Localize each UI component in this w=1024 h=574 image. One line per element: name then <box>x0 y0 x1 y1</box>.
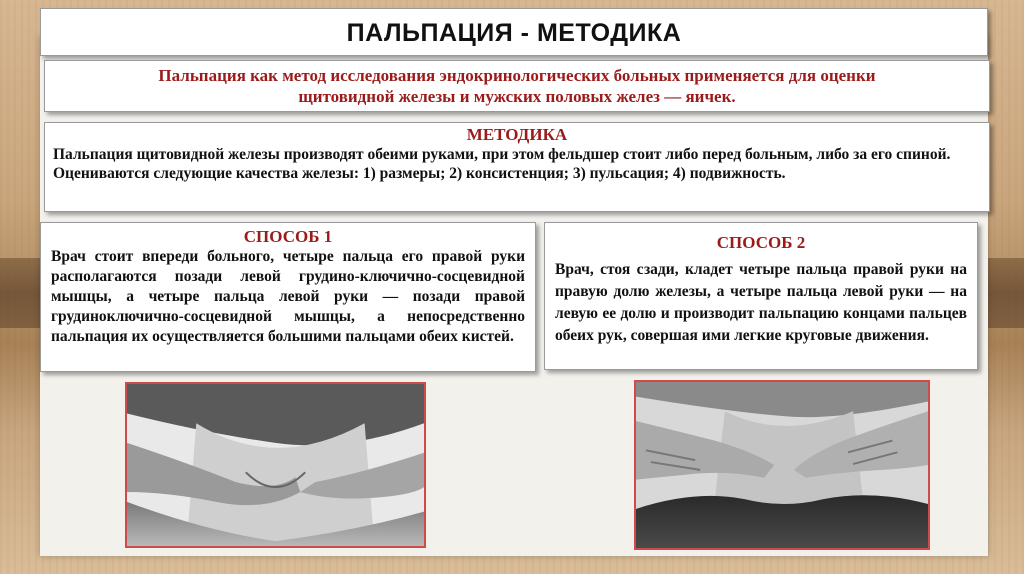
method-paragraph-2: Оцениваются следующие качества железы: 1) размеры; 2) консистенция; 3) пульсация; 4) подвижность. <box>53 165 786 182</box>
intro-line-1: Пальпация как метод исследования эндокринологических больных применяется для оценки <box>158 66 876 85</box>
intro-line-2: щитовидной железы и мужских половых желез — яичек. <box>298 87 736 106</box>
page-title: ПАЛЬПАЦИЯ - МЕТОДИКА <box>346 19 682 47</box>
way-1-text: Врач стоит впереди больного, четыре пальца его правой руки располагаются позади левой грудино-ключично-сосцевидной мышцы, а четыре пальца левой руки — позади правой грудиноключично-сосцевидной мышцы, а непосредственно пальпация их осуществляется большими пальцами обеих кистей. <box>51 248 525 345</box>
way-2-heading: СПОСОБ 2 <box>716 233 806 252</box>
way-2-box <box>544 222 978 370</box>
way-1-heading: СПОСОБ 1 <box>243 227 333 246</box>
intro-box <box>44 60 990 112</box>
palpation-front-illustration <box>127 384 424 546</box>
photo-palpation-front <box>125 382 426 548</box>
way-1-box <box>40 222 536 372</box>
way-2-text: Врач, стоя сзади, кладет четыре пальца правой руки на правую долю железы, а четыре пальца левой руки — на левую ее долю и производит пальпацию концами пальцев обеих рук, совершая ими легкие круговые движения. <box>555 261 967 344</box>
method-paragraph-1: Пальпация щитовидной железы производят обеими руками, при этом фельдшер стоит либо перед больным, либо за его спиной. <box>53 146 951 163</box>
palpation-back-illustration <box>636 382 928 548</box>
method-heading: МЕТОДИКА <box>466 125 568 144</box>
method-box <box>44 122 990 212</box>
photo-palpation-back <box>634 380 930 550</box>
title-box <box>40 8 988 56</box>
